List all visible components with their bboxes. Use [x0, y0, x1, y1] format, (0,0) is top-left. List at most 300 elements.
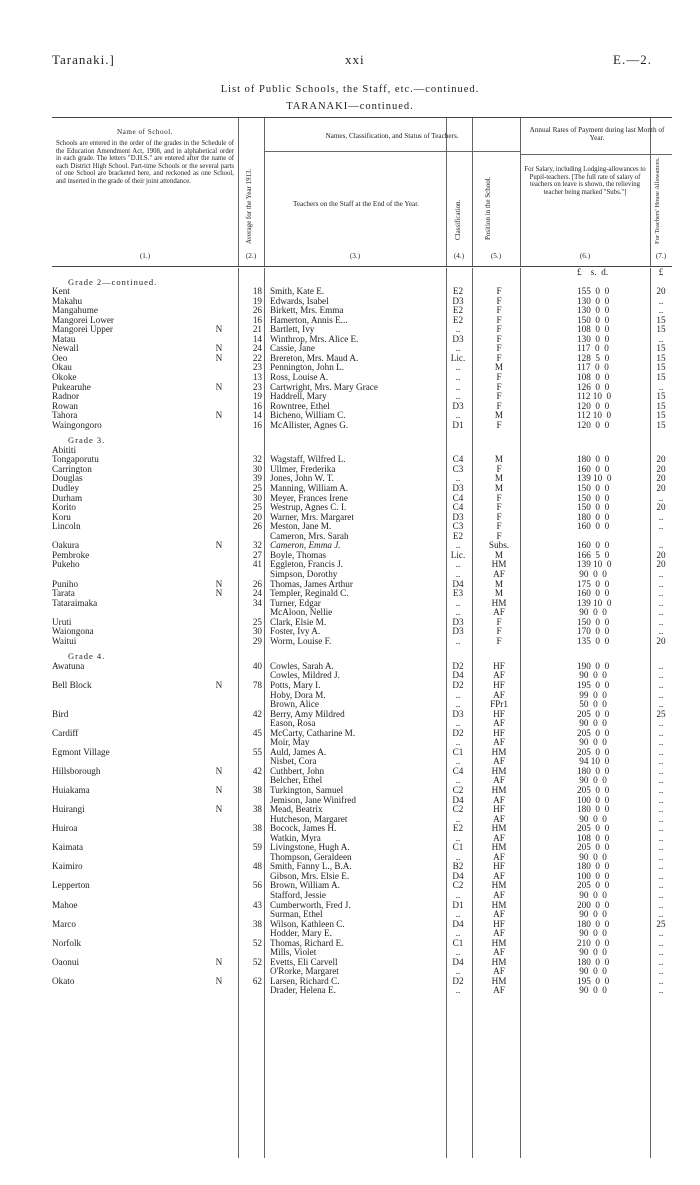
teacher-name: Nisbet, Cora [270, 757, 317, 767]
position: F [496, 463, 502, 474]
house-allowance: .. [658, 765, 664, 776]
average-label: Average for the Year 1913. [245, 168, 253, 244]
house-allowance: .. [658, 597, 664, 608]
school-name: Bird [52, 709, 69, 719]
teacher-name: Jones, John W. T. [270, 474, 334, 484]
teacher-name: Watkin, Myra [270, 833, 321, 843]
salary: 150 0 0 [577, 483, 610, 494]
salary: 90 0 0 [577, 928, 607, 939]
position: F [496, 333, 502, 344]
classification: C2 [452, 880, 464, 891]
salary: 90 0 0 [577, 737, 607, 748]
position: F [496, 314, 502, 325]
salary: 90 0 0 [577, 985, 607, 996]
teacher-name: Ullmer, Frederika [270, 464, 336, 474]
average-attendance: 41 [252, 559, 262, 570]
table-row [52, 637, 672, 647]
salary: 112 10 0 [577, 410, 612, 421]
teacher-name: O'Rorke, Margaret [270, 967, 339, 977]
house-allowance: .. [658, 947, 664, 958]
part-time-marker: N [215, 352, 223, 363]
teacher-name: Hoby, Dora M. [270, 690, 326, 700]
classification-label: Classification. [454, 199, 462, 240]
teacher-name: Eason, Rosa [270, 719, 316, 729]
teacher-name: Templer, Reginald C. [270, 589, 349, 599]
house-allowance: .. [658, 928, 664, 939]
salary: 139 10 0 [577, 473, 612, 484]
position: F [496, 381, 502, 392]
classification: D3 [452, 400, 464, 411]
teacher-name: Stafford, Jessie [270, 891, 326, 900]
average-attendance: 48 [252, 861, 262, 872]
position: HM [491, 784, 507, 795]
table-row [52, 986, 672, 996]
part-time-marker: N [215, 956, 223, 967]
average-attendance: 19 [252, 391, 262, 402]
school-name: Oaonui [52, 957, 80, 967]
position: F [496, 492, 502, 503]
teacher-name: Warner, Mrs. Margaret [270, 512, 354, 522]
classification: .. [455, 635, 461, 646]
position: HF [493, 708, 505, 719]
school-name: Carrington [52, 464, 92, 474]
classification: .. [455, 985, 461, 996]
position: M [494, 483, 504, 494]
average-attendance: 25 [252, 616, 262, 627]
average-attendance: 42 [252, 708, 262, 719]
position: AF [493, 851, 505, 862]
classification: .. [455, 607, 461, 618]
classification: E2 [452, 823, 464, 834]
school-name: Okau [52, 363, 72, 373]
position: AF [493, 568, 505, 579]
column-header [52, 117, 672, 267]
col6-number: (6.) [579, 252, 591, 260]
teacher-name: Mills, Violet [270, 948, 317, 958]
teacher-name: Berry, Amy Mildred [270, 709, 345, 719]
classification: D1 [452, 899, 464, 910]
salary: 90 0 0 [577, 813, 607, 824]
position: F [496, 305, 502, 316]
school-name: Cardiff [52, 728, 79, 738]
classification: .. [455, 597, 461, 608]
rates-group-label: Annual Rates of Payment during last Month of Year. [529, 126, 665, 142]
salary: 108 0 0 [577, 372, 610, 383]
classification: D2 [452, 660, 464, 671]
position: AF [493, 947, 505, 958]
part-time-marker: N [215, 381, 223, 392]
salary: 180 0 0 [577, 918, 610, 929]
school-name: Rowan [52, 401, 79, 411]
salary: 150 0 0 [577, 616, 610, 627]
house-allowance: 20 [656, 549, 666, 560]
teacher-name: Evetts, Eli Carvell [270, 957, 338, 967]
position: HM [491, 746, 507, 757]
teacher-name: Meston, Jane M. [270, 522, 332, 532]
average-attendance: 38 [252, 918, 262, 929]
classification: .. [455, 832, 461, 843]
salary: 205 0 0 [577, 746, 610, 757]
house-allowance: .. [658, 670, 664, 681]
house-allowance: 25 [656, 708, 666, 719]
salary: 180 0 0 [577, 765, 610, 776]
position: HM [491, 937, 507, 948]
house-allowance: .. [658, 985, 664, 996]
classification: D3 [452, 511, 464, 522]
part-time-marker: N [215, 784, 223, 795]
average-attendance: 26 [252, 305, 262, 316]
teacher-name: Edwards, Isabel [270, 296, 329, 306]
teacher-name: Turkington, Samuel [270, 785, 344, 795]
classification: .. [455, 568, 461, 579]
house-allowance: .. [658, 851, 664, 862]
school-name: Abititi [52, 445, 76, 455]
teacher-name: Mead, Beatrix [270, 805, 323, 815]
teacher-name: Drader, Helena E. [270, 986, 336, 996]
classification: .. [455, 381, 461, 392]
salary: 94 10 0 [577, 756, 610, 767]
average-attendance: 16 [252, 314, 262, 325]
house-allowance: 15 [656, 352, 666, 363]
classification: C1 [452, 937, 464, 948]
average-attendance: 30 [252, 463, 262, 474]
school-name: Tahora [52, 411, 78, 421]
classification: D4 [452, 870, 464, 881]
grade-label: Grade 2—continued. [68, 277, 158, 287]
position: AF [493, 928, 505, 939]
teacher-name: Eggleton, Francis J. [270, 560, 343, 570]
table-title: List of Public Schools, the Staff, etc.—continued. [220, 84, 480, 95]
classification: Lic. [450, 549, 466, 560]
salary: 120 0 0 [577, 419, 610, 430]
teacher-name: Cowles, Sarah A. [270, 661, 334, 671]
position: AF [493, 813, 505, 824]
house-allowance: .. [658, 607, 664, 618]
classification: D2 [452, 727, 464, 738]
salary: 128 5 0 [577, 352, 610, 363]
col7-number: (7.) [655, 252, 667, 260]
house-allowance: 15 [656, 410, 666, 421]
school-name: Tataraimaka [52, 598, 98, 608]
teacher-name: Pennington, John L. [270, 363, 345, 373]
classification: E2 [452, 305, 464, 316]
part-time-marker: N [215, 324, 223, 335]
average-attendance: 19 [252, 295, 262, 306]
col3-number: (3.) [349, 252, 361, 260]
house-allowance: .. [658, 937, 664, 948]
classification: .. [455, 324, 461, 335]
col2-number: (2.) [245, 252, 257, 260]
salary: 210 0 0 [577, 937, 610, 948]
col1-number: (1.) [139, 252, 151, 260]
average-attendance: 16 [252, 419, 262, 430]
classification: C4 [452, 502, 464, 513]
part-time-marker: N [215, 410, 223, 421]
position: F [496, 286, 502, 297]
position: M [494, 362, 504, 373]
page-header-left: Taranaki.] [52, 52, 115, 67]
classification: .. [455, 775, 461, 786]
classification: .. [455, 473, 461, 484]
part-time-marker: N [215, 975, 223, 986]
position: F [496, 626, 502, 637]
school-name: Dudley [52, 484, 80, 494]
school-name: Koru [52, 512, 71, 522]
school-name: Matau [52, 334, 76, 344]
classification: D3 [452, 708, 464, 719]
average-attendance: 52 [252, 937, 262, 948]
teacher-name: Bicheno, William C. [270, 411, 346, 421]
school-name: Puniho [52, 579, 79, 589]
position: F [496, 635, 502, 646]
teachers-group-label: Names, Classification, and Status of Teachers. [325, 132, 459, 140]
salary: 117 0 0 [577, 362, 609, 373]
teacher-name: Cameron, Mrs. Sarah [270, 531, 349, 541]
house-allowance: .. [658, 975, 664, 986]
average-attendance: 32 [252, 454, 262, 465]
page-header-right: E.—2. [613, 52, 652, 67]
school-name: Egmont Village [52, 747, 110, 757]
classification: .. [455, 947, 461, 958]
part-time-marker: N [215, 343, 223, 354]
average-attendance: 14 [252, 333, 262, 344]
grade-label: Grade 4. [68, 652, 106, 662]
page-number: xxi [345, 52, 365, 67]
school-name-note: Schools are entered in the order of the grades in the Schedule of the Education Amendment Act, 1908, and in alphabetical order in each grade. The letters "D.H.S." are entered after the name of each District High School. Part-time Schools or the several parts of one School are bracketed here, and reckoned as one School, and inserted in the grade of their joint attendance. [56, 140, 234, 185]
classification: .. [455, 928, 461, 939]
house-allowance: .. [658, 956, 664, 967]
classification: .. [455, 813, 461, 824]
salary: 170 0 0 [577, 626, 610, 637]
position: M [494, 549, 504, 560]
position: HF [493, 804, 505, 815]
salary: 205 0 0 [577, 823, 610, 834]
house-allowance: 15 [656, 343, 666, 354]
house-allowance: 15 [656, 391, 666, 402]
part-time-marker: N [215, 540, 223, 551]
average-attendance: 27 [252, 549, 262, 560]
teacher-name: Cameron, Emma J. [270, 541, 341, 551]
teacher-name: Cassie, Jane [270, 344, 315, 354]
salary: 108 0 0 [577, 324, 610, 335]
teacher-name: Haddrell, Mary [270, 392, 327, 402]
school-name: Lepperton [52, 881, 90, 891]
grade-label: Grade 3. [68, 436, 106, 446]
part-time-marker: N [215, 679, 223, 690]
school-name: Mangahume [52, 306, 98, 316]
classification: .. [455, 699, 461, 710]
position: AF [493, 985, 505, 996]
position-label: Position in the School. [484, 176, 492, 240]
teacher-name: Manning, William A. [270, 484, 349, 494]
school-name: Lincoln [52, 522, 81, 532]
salary: 160 0 0 [577, 540, 610, 551]
house-allowance: .. [658, 823, 664, 834]
house-allowance: .. [658, 333, 664, 344]
currency-units-row [52, 268, 672, 278]
classification: C4 [452, 765, 464, 776]
salary: 108 0 0 [577, 832, 610, 843]
teacher-name: Hamerton, Annis E... [270, 315, 348, 325]
average-attendance: 30 [252, 626, 262, 637]
position: HF [493, 660, 505, 671]
salary: 180 0 0 [577, 454, 610, 465]
teacher-name: Hutcheson, Margaret [270, 814, 348, 824]
table-row [52, 522, 672, 532]
house-allowance: 20 [656, 463, 666, 474]
position: FPr1 [490, 699, 508, 710]
currency-units: £ s. d. [577, 267, 609, 277]
teacher-name: Cowles, Mildred J. [270, 671, 340, 681]
house-allowance: .. [658, 660, 664, 671]
average-attendance: 13 [252, 372, 262, 383]
average-attendance: 32 [252, 540, 262, 551]
house-allowance: .. [658, 295, 664, 306]
classification: D4 [452, 918, 464, 929]
teacher-name: McAloon, Nellie [270, 608, 333, 618]
salary: 130 0 0 [577, 333, 610, 344]
school-name: Waingongoro [52, 420, 102, 430]
school-name: Waiongona [52, 627, 94, 637]
school-name: Okato [52, 976, 75, 986]
average-attendance: 18 [252, 286, 262, 297]
salary: 180 0 0 [577, 956, 610, 967]
teacher-name: Thomas, James Arthur [270, 579, 353, 589]
salary: 166 5 0 [577, 549, 610, 560]
school-name: Huiakama [52, 785, 90, 795]
house-allowance: .. [658, 966, 664, 977]
teacher-name: Cartwright, Mrs. Mary Grace [270, 382, 378, 392]
position: HM [491, 956, 507, 967]
classification: D4 [452, 578, 464, 589]
teacher-name: Rowntree, Ethel [270, 401, 330, 411]
teacher-name: Surman, Ethel [270, 910, 323, 920]
average-attendance: 21 [252, 324, 262, 335]
position: F [496, 616, 502, 627]
position: HF [493, 918, 505, 929]
classification: .. [455, 890, 461, 900]
house-allowance: .. [658, 804, 664, 815]
teacher-name: Ross, Louise A. [270, 373, 329, 383]
house-allowance: 15 [656, 372, 666, 383]
teachers-label: Teachers on the Staff at the End of the Year. [292, 200, 420, 208]
salary: 180 0 0 [577, 804, 610, 815]
position: AF [493, 832, 505, 843]
school-name: Radnor [52, 392, 80, 402]
school-table-body [52, 268, 672, 996]
house-allowance: .. [658, 588, 664, 599]
average-attendance: 52 [252, 956, 262, 967]
position: AF [493, 718, 505, 729]
salary: 160 0 0 [577, 521, 610, 532]
classification: D4 [452, 670, 464, 681]
classification: .. [455, 756, 461, 767]
classification: E3 [452, 588, 464, 599]
teacher-name: Bartlett, Ivy [270, 325, 315, 335]
teacher-name: Larsen, Richard C. [270, 976, 340, 986]
salary: 195 0 0 [577, 679, 610, 690]
school-name: Korito [52, 503, 76, 513]
school-name: Huirangi [52, 805, 85, 815]
house-units: £ [658, 267, 664, 277]
house-allowance: .. [658, 540, 664, 551]
classification: C1 [452, 746, 464, 757]
classification: .. [455, 909, 461, 920]
average-attendance: 26 [252, 521, 262, 532]
salary: 190 0 0 [577, 660, 610, 671]
average-attendance: 55 [252, 746, 262, 757]
position: M [494, 454, 504, 465]
salary: 160 0 0 [577, 588, 610, 599]
average-attendance: 38 [252, 804, 262, 815]
teacher-name: Moir, May [270, 738, 310, 748]
classification: .. [455, 343, 461, 354]
house-allowance: .. [658, 578, 664, 589]
classification: .. [455, 966, 461, 977]
salary: 90 0 0 [577, 718, 607, 729]
salary: 90 0 0 [577, 568, 607, 579]
house-allowance: 20 [656, 635, 666, 646]
school-name: Bell Block [52, 680, 92, 690]
school-name: Mahoe [52, 900, 78, 910]
house-allowance: .. [658, 842, 664, 853]
classification: C2 [452, 804, 464, 815]
classification: .. [455, 851, 461, 862]
classification: D2 [452, 975, 464, 986]
average-attendance: 42 [252, 765, 262, 776]
teacher-name: Smith, Fanny L., B.A. [270, 862, 352, 872]
teacher-name: Foster, Ivy A. [270, 627, 321, 637]
salary: 135 0 0 [577, 635, 610, 646]
house-allowance: .. [658, 775, 664, 786]
classification: .. [455, 410, 461, 421]
classification: C3 [452, 463, 464, 474]
house-allowance: .. [658, 626, 664, 637]
house-allowance: .. [658, 616, 664, 627]
salary: 195 0 0 [577, 975, 610, 986]
average-attendance: 39 [252, 473, 262, 484]
average-attendance: 38 [252, 823, 262, 834]
salary: 90 0 0 [577, 775, 607, 786]
average-attendance: 43 [252, 899, 262, 910]
teacher-name: Wagstaff, Wilfred L. [270, 455, 346, 465]
position: AF [493, 966, 505, 977]
house-allowance: 15 [656, 314, 666, 325]
house-allowance: .. [658, 737, 664, 748]
classification: D2 [452, 679, 464, 690]
house-allowance: .. [658, 880, 664, 891]
house-allowance: .. [658, 861, 664, 872]
salary: 90 0 0 [577, 851, 607, 862]
house-allowance: .. [658, 381, 664, 392]
position: M [494, 473, 504, 484]
house-allowance: .. [658, 679, 664, 690]
position: HF [493, 727, 505, 738]
position: AF [493, 756, 505, 767]
average-attendance: 78 [252, 679, 262, 690]
classification: .. [455, 718, 461, 729]
school-name: Pukearuhe [52, 382, 91, 392]
col4-number: (4.) [453, 252, 465, 260]
house-allowance: 20 [656, 454, 666, 465]
house-allowance: .. [658, 727, 664, 738]
classification: .. [455, 737, 461, 748]
average-attendance: 24 [252, 343, 262, 354]
teacher-name: McAllister, Agnes G. [270, 420, 349, 430]
house-allowance: 15 [656, 324, 666, 335]
teacher-name: Thompson, Geraldeen [270, 852, 352, 862]
teacher-name: Livingstone, Hugh A. [270, 843, 350, 853]
